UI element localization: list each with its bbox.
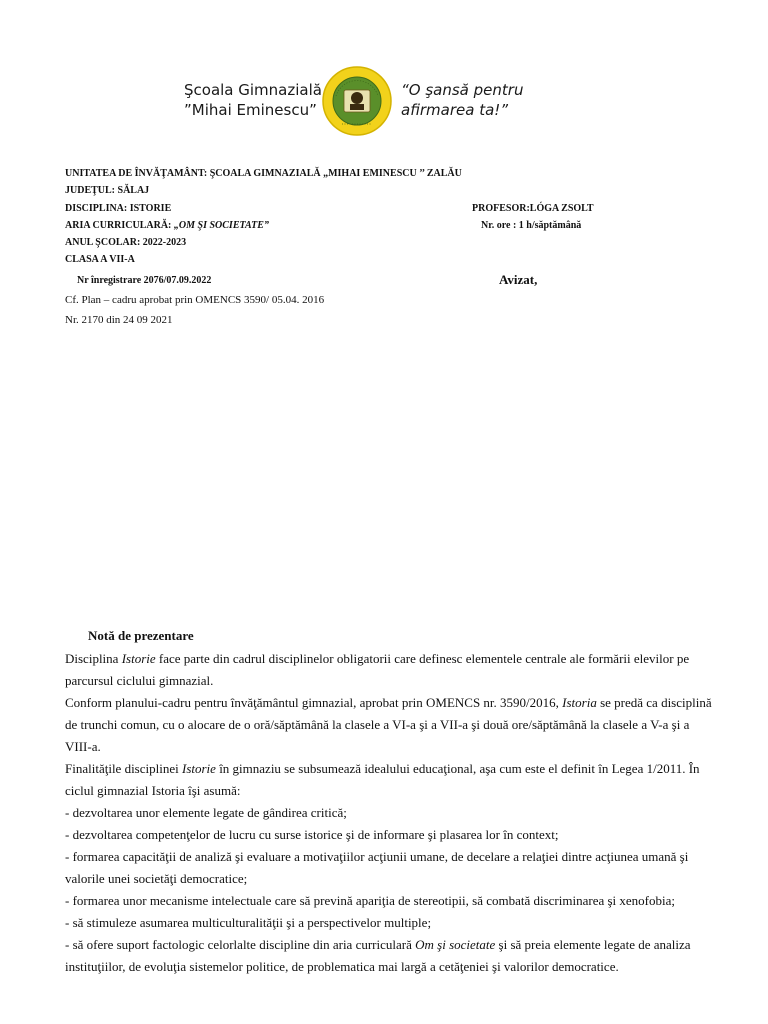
school-name-line1: Şcoala Gimnazială — [184, 81, 322, 99]
curricular-area-line — [65, 220, 269, 232]
hours-line: Nr. ore : 1 h/săptămână — [481, 220, 582, 231]
school-motto — [401, 80, 541, 120]
registration-line: Nr înregistrare 2076/07.09.2022 — [77, 275, 212, 286]
unit-line: UNITATEA DE ÎNVĂŢAMÂNT: ŞCOALA GIMNAZIALĂ „MIHAI EMINESCU ’’ ZALĂU — [65, 168, 462, 179]
curricular-area-value: „OM ŞI SOCIETATE” — [173, 220, 269, 231]
professor-line: PROFESOR:LÓGA ZSOLT — [472, 203, 594, 214]
paragraph: Conform planului-cadru pentru învăţământul gimnazial, aprobat prin OMENCS nr. 3590/2016, Istoria se predă ca disciplină de trunchi comun, cu o alocare de o oră/săptămână la clasele a VI-a şi a VII-a şi două ore/săptămână la clasele a V-a şi a VIII-a. — [65, 695, 712, 754]
list-item: - dezvoltarea unor elemente legate de gândirea critică; — [65, 805, 347, 820]
school-name-line2: ”Mihai Eminescu” — [184, 101, 317, 119]
list-item: - formarea unor mecanisme intelectuale care să prevină apariţia de stereotipii, să combată discriminarea şi xenofobia; — [65, 893, 676, 908]
school-logo — [322, 66, 392, 136]
note-title: Notă de prezentare — [88, 628, 194, 643]
school-year-line: ANUL ŞCOLAR: 2022-2023 — [65, 237, 187, 248]
motto-line1: “O şansă pentru — [401, 81, 524, 99]
note-body — [65, 648, 715, 978]
list-item: - formarea capacităţii de analiză şi evaluare a motivaţiilor acţiunii umane, de decelare a relaţiei dintre acţiunea umană şi valorile unei societăţi democratice; — [65, 849, 689, 886]
list-item: - dezvoltarea competenţelor de lucru cu surse istorice şi de informare şi plasarea lor în context; — [65, 827, 559, 842]
number-line: Nr. 2170 din 24 09 2021 — [65, 314, 173, 326]
motto-line2: afirmarea ta!” — [401, 101, 509, 119]
plan-line: Cf. Plan – cadru aprobat prin OMENCS 3590/ 05.04. 2016 — [65, 294, 325, 306]
list-item: - să stimuleze asumarea multiculturalităţii şi a perspectivelor multiple; — [65, 915, 432, 930]
approved-label: Avizat, — [499, 272, 538, 287]
list-item: - să ofere suport factologic celorlalte discipline din aria curriculară Om şi societate şi să preia elemente legate de analiza instituţiilor, de evoluţia sistemelor politice, de problematica mai largă a cetăţeniei şi valorilor democratice. — [65, 937, 691, 974]
paragraph: Disciplina Istorie face parte din cadrul disciplinelor obligatorii care definesc elementele centrale ale formării elevilor pe parcursul ciclului gimnazial. — [65, 651, 690, 688]
county-line: JUDEŢUL: SĂLAJ — [65, 185, 150, 196]
school-name — [184, 80, 324, 120]
curricular-area-label: ARIA CURRICULARĂ: — [65, 220, 174, 231]
paragraph: Finalităţile disciplinei Istorie în gimnaziu se subsumează idealului educaţional, aşa cum este el definit în Legea 1/2011. În ciclul gimnazial Istoria îşi asumă: — [65, 761, 700, 798]
discipline-line: DISCIPLINA: ISTORIE — [65, 203, 172, 214]
class-line: CLASA A VII-A — [65, 254, 135, 265]
